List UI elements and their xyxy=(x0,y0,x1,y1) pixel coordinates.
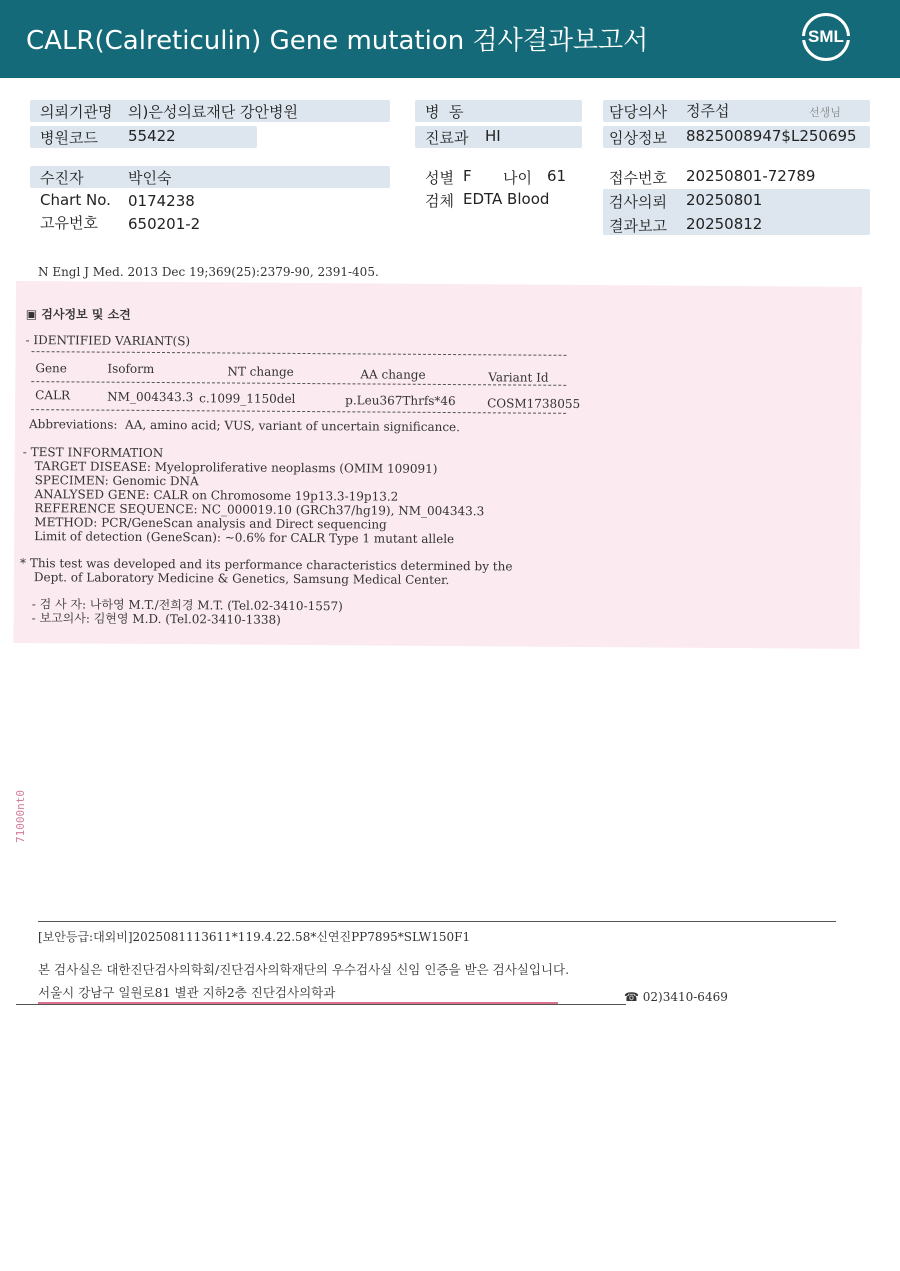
sml-logo xyxy=(802,13,850,61)
target-disease: TARGET DISEASE: Myeloproliferative neoplasms (OMIM 109091) xyxy=(34,459,438,476)
footer-bottom-rule xyxy=(16,1004,626,1005)
td-isoform: NM_004343.3 xyxy=(107,389,194,405)
reference-sequence: REFERENCE SEQUENCE: NC_000019.10 (GRCh37/hg19), NM_004343.3 xyxy=(34,501,485,519)
tester-line: - 검 사 자: 나하영 M.T./전희경 M.T. (Tel.02-3410-1557) xyxy=(31,597,343,614)
specimen-line: SPECIMEN: Genomic DNA xyxy=(34,473,199,489)
address-line: 서울시 강남구 일원로81 별관 지하2층 진단검사의학과 xyxy=(38,985,336,1000)
table-bottom-rule xyxy=(31,409,566,414)
patient-label: 수진자 xyxy=(40,169,84,187)
th-aa-change: AA change xyxy=(360,367,426,382)
sex-value: F xyxy=(463,167,472,185)
specimen-label: 검체 xyxy=(425,192,454,210)
dept-value: HI xyxy=(485,127,501,145)
doctor-value: 정주섭 xyxy=(686,102,730,120)
td-aa-change: p.Leu367Thrfs*46 xyxy=(345,393,456,409)
age-label: 나이 xyxy=(503,169,532,187)
patient-value: 박인숙 xyxy=(128,169,172,187)
clinical-label: 임상정보 xyxy=(609,129,667,147)
reporter-line: - 보고의사: 김현영 M.D. (Tel.02-3410-1338) xyxy=(31,611,281,627)
sex-label: 성별 xyxy=(425,169,454,187)
report-label: 결과보고 xyxy=(609,217,667,235)
scanned-report xyxy=(13,281,862,649)
th-gene: Gene xyxy=(35,361,67,376)
table-top-rule xyxy=(32,351,567,356)
patient-bar xyxy=(30,166,390,188)
clinical-value: 8825008947$L250695 xyxy=(686,127,857,145)
side-marks-text: 71000nt0 xyxy=(14,790,27,843)
phone-line: ☎ 02)3410-6469 xyxy=(624,990,728,1004)
report-title: CALR(Calreticulin) Gene mutation 검사결과보고서 xyxy=(26,26,649,56)
hospital-code-label: 병원코드 xyxy=(40,129,98,147)
certification-line: 본 검사실은 대한진단검사의학회/진단검사의학재단의 우수검사실 신임 인증을 받은 검사실입니다. xyxy=(38,962,570,977)
section-title: ▣ 검사정보 및 소견 xyxy=(25,307,131,322)
chart-value: 0174238 xyxy=(128,192,195,210)
age-value: 61 xyxy=(547,167,567,185)
td-variant-id: COSM1738055 xyxy=(487,396,581,411)
limit-of-detection: Limit of detection (GeneScan): ~0.6% for CALR Type 1 mutant allele xyxy=(34,529,455,547)
footer-top-rule xyxy=(38,921,836,922)
request-label: 검사의뢰 xyxy=(609,193,667,211)
specimen-value: EDTA Blood xyxy=(463,190,550,208)
table-mid-rule xyxy=(31,381,566,386)
note-line-1: * This test was developed and its performance characteristics determined by the xyxy=(19,556,513,574)
receipt-label: 접수번호 xyxy=(609,169,667,187)
institution-label: 의뢰기관명 xyxy=(40,103,113,121)
doctor-label: 담당의사 xyxy=(609,103,667,121)
request-value: 20250801 xyxy=(686,191,763,209)
abbreviations: Abbreviations: AA, amino acid; VUS, variant of uncertain significance. xyxy=(28,417,461,435)
test-info-heading: - TEST INFORMATION xyxy=(22,445,164,461)
chart-label: Chart No. xyxy=(40,191,111,209)
security-line: [보안등급:대외비]2025081113611*119.4.22.58*신연진PP7895*SLW150F1 xyxy=(38,930,471,944)
method: METHOD: PCR/GeneScan analysis and Direct sequencing xyxy=(34,515,387,532)
citation: N Engl J Med. 2013 Dec 19;369(25):2379-90, 2391-405. xyxy=(38,265,379,279)
institution-value: 의)은성의료재단 강안병원 xyxy=(128,103,299,121)
uid-value: 650201-2 xyxy=(128,215,201,233)
hospital-code-value: 55422 xyxy=(128,127,176,145)
note-line-2: Dept. of Laboratory Medicine & Genetics, Samsung Medical Center. xyxy=(33,570,450,588)
logo-text: SML xyxy=(808,27,844,46)
report-header xyxy=(0,0,900,78)
report-value: 20250812 xyxy=(686,215,763,233)
ward-label: 병 동 xyxy=(425,103,464,121)
side-marks xyxy=(14,790,27,920)
dept-label: 진료과 xyxy=(425,129,469,147)
receipt-value: 20250801-72789 xyxy=(686,167,816,185)
th-isoform: Isoform xyxy=(107,361,155,376)
th-nt-change: NT change xyxy=(227,364,294,379)
td-nt-change: c.1099_1150del xyxy=(199,391,296,406)
uid-label: 고유번호 xyxy=(40,214,98,232)
td-gene: CALR xyxy=(35,388,71,403)
variant-heading: - IDENTIFIED VARIANT(S) xyxy=(25,333,191,349)
th-variant-id: Variant Id xyxy=(488,370,549,385)
analysed-gene: ANALYSED GENE: CALR on Chromosome 19p13.3-19p13.2 xyxy=(34,487,399,504)
doctor-suffix: 선생님 xyxy=(809,106,841,119)
